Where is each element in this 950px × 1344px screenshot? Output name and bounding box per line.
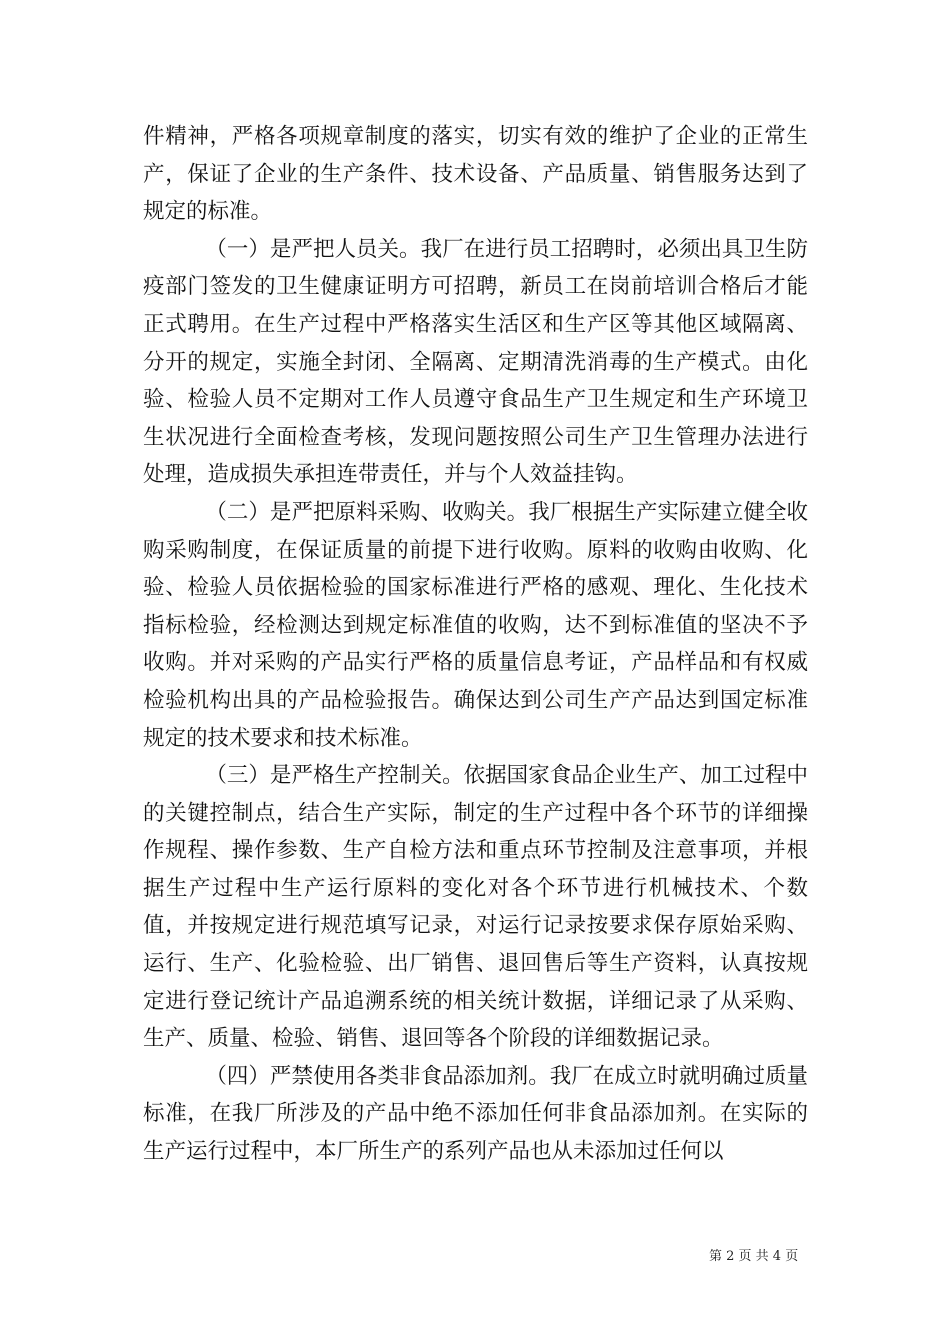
paragraph-procurement: （二）是严把原料采购、收购关。我厂根据生产实际建立健全收购采购制度，在保证质量的前提下进行收购。原料的收购由收购、化验、检验人员依据检验的国家标准进行严格的感观、理化、生化技术指标检验，经检测达到规定标准值的收购，达不到标准值的坚决不予收购。并对采购的产品实行严格的质量信息考证，产品样品和有权威检验机构出具的产品检验报告。确保达到公司生产产品达到国定标准规定的技术要求和技术标准。 — [143, 499, 808, 751]
page-number-footer: 第 2 页 共 4 页 — [709, 1249, 799, 1264]
document-body — [143, 118, 808, 1171]
paragraph-personnel: （一）是严把人员关。我厂在进行员工招聘时，必须出具卫生防疫部门签发的卫生健康证明方可招聘，新员工在岗前培训合格后才能正式聘用。在生产过程中严格落实生活区和生产区等其他区域隔离、分开的规定，实施全封闭、全隔离、定期清洗消毒的生产模式。由化验、检验人员不定期对工作人员遵守食品生产卫生规定和生产环境卫生状况进行全面检查考核，发现问题按照公司生产卫生管理办法进行处理，造成损失承担连带责任，并与个人效益挂钩。 — [143, 236, 808, 488]
paragraph-production-control: （三）是严格生产控制关。依据国家食品企业生产、加工过程中的关键控制点，结合生产实际，制定的生产过程中各个环节的详细操作规程、操作参数、生产自检方法和重点环节控制及注意事项，并根据生产过程中生产运行原料的变化对各个环节进行机械技术、个数值，并按规定进行规范填写记录，对运行记录按要求保存原始采购、运行、生产、化验检验、出厂销售、退回售后等生产资料，认真按规定进行登记统计产品追溯系统的相关统计数据，详细记录了从采购、生产、质量、检验、销售、退回等各个阶段的详细数据记录。 — [143, 763, 808, 1052]
paragraph-additives: （四）严禁使用各类非食品添加剂。我厂在成立时就明确过质量标准，在我厂所涉及的产品中绝不添加任何非食品添加剂。在实际的生产运行过程中，本厂所生产的系列产品也从未添加过任何以 — [143, 1063, 808, 1165]
paragraph-continuation: 件精神，严格各项规章制度的落实，切实有效的维护了企业的正常生产，保证了企业的生产条件、技术设备、产品质量、销售服务达到了规定的标准。 — [143, 124, 808, 225]
